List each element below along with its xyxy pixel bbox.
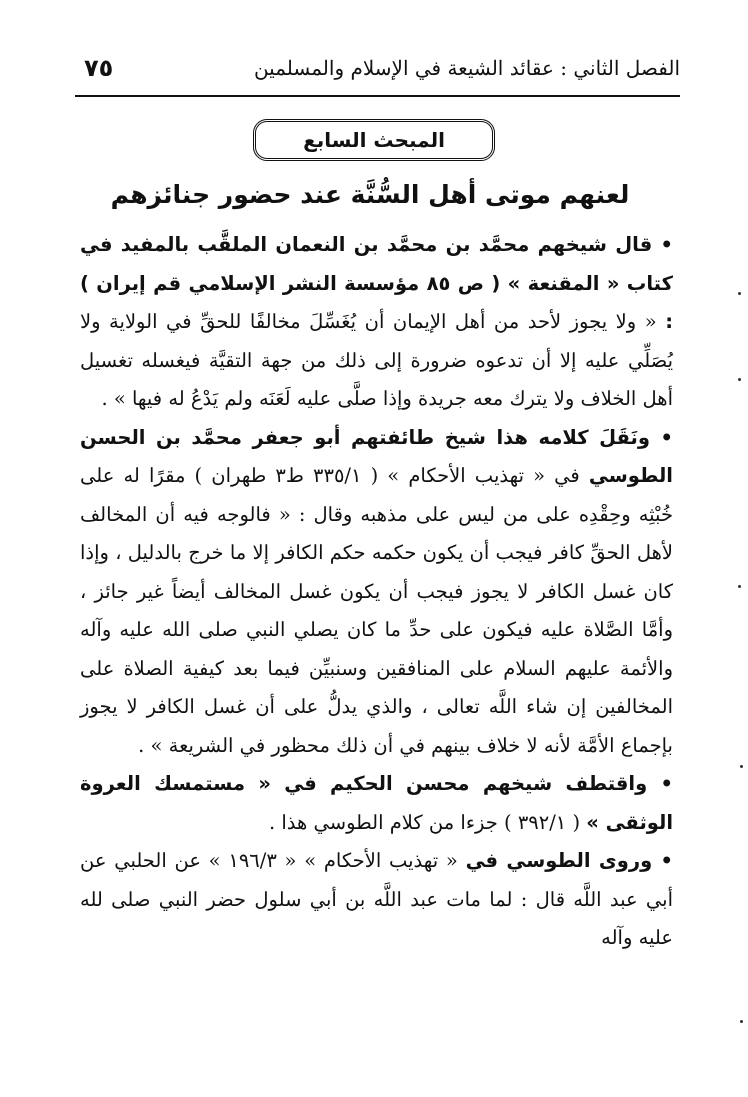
paragraph-4 (80, 842, 673, 958)
paragraph-4-text: « تهذيب الأحكام » « ١٩٦/٣ » عن الحلبي عن أبي عبد اللَّه قال : لما مات عبد اللَّه بن أبي سلول حضر النبي صلى لله عليه وآله (80, 849, 673, 949)
scan-speck (738, 378, 741, 381)
page-header (60, 54, 680, 90)
running-title: الفصل الثاني : عقائد الشيعة في الإسلام والمسلمين (253, 56, 680, 80)
paragraph-2 (80, 419, 673, 766)
scan-speck (738, 585, 741, 588)
chapter-title: لعنهم موتى أهل السُّنَّة عند حضور جنائزهم (110, 180, 630, 209)
paragraph-3-text: ( ٣٩٢/١ ) جزءا من كلام الطوسي هذا . (268, 810, 587, 834)
paragraph-1-lead: • قال شيخهم محمَّد بن محمَّد بن النعمان الملقَّب بالمفيد في كتاب « المقنعة » ( ص ٨٥ مؤسسة النشر الإسلامي قم إيران ) : (80, 233, 673, 333)
section-heading-box (253, 119, 495, 161)
header-divider (75, 95, 680, 97)
paragraph-3 (80, 765, 673, 842)
scan-speck (738, 292, 741, 295)
paragraph-2-text: في « تهذيب الأحكام » ( ٣٣٥/١ ط٣ طهران ) مقرًا له على خُبْثِه وحِقْدِه على من ليس على مذهبه وقال : « فالوجه فيه أن المخالف لأهل الحقِّ كافر فيجب أن يكون حكمه حكم الكافر إلا ما خرج بالدليل ، وإذا كان غسل الكافر لا يجوز فيجب أن يكون غسل المخالف أيضاً غير جائز ، وأمَّا الصَّلاة عليه فيكون على حدِّ ما كان يصلي النبي صلى الله عليه وآله والأئمة عليهم السلام على المنافقين وسنبيِّن فيما بعد كيفية الصلاة على المخالفين إن شاء اللَّه تعالى ، والذي يدلُّ على أن غسل الكافر لا يجوز بإجماع الأمَّة لأنه لا خلاف بينهم في أن ذلك محظور في الشريعة » . (80, 464, 673, 757)
paragraph-4-lead: • وروى الطوسي في (465, 849, 673, 872)
scan-speck (740, 765, 743, 768)
body-text (80, 226, 673, 958)
section-heading: المبحث السابع (303, 128, 445, 152)
paragraph-1-text: « ولا يجوز لأحد من أهل الإيمان أن يُغَسِّلَ مخالفًا للحقِّ في الولاية ولا يُصَلِّي عليه إلا أن تدعوه ضرورة إلى ذلك من جهة التقيَّة فيغسله تغسيل أهل الخلاف ولا يترك معه جريدة وإذا صلَّى عليه لَعَنَه ولم يَدْعُ له فيها » . (80, 310, 673, 410)
paragraph-2-lead: • ونَقَلَ كلامه هذا شيخ طائفتهم أبو جعفر محمَّد بن الحسن الطوسي (80, 425, 673, 487)
paragraph-3-lead: • واقتطف شيخهم محسن الحكيم في « مستمسك العروة الوثقى » (80, 772, 673, 834)
page-number: ٧٥ (84, 54, 114, 82)
scan-speck (740, 1020, 743, 1023)
paragraph-1 (80, 226, 673, 419)
